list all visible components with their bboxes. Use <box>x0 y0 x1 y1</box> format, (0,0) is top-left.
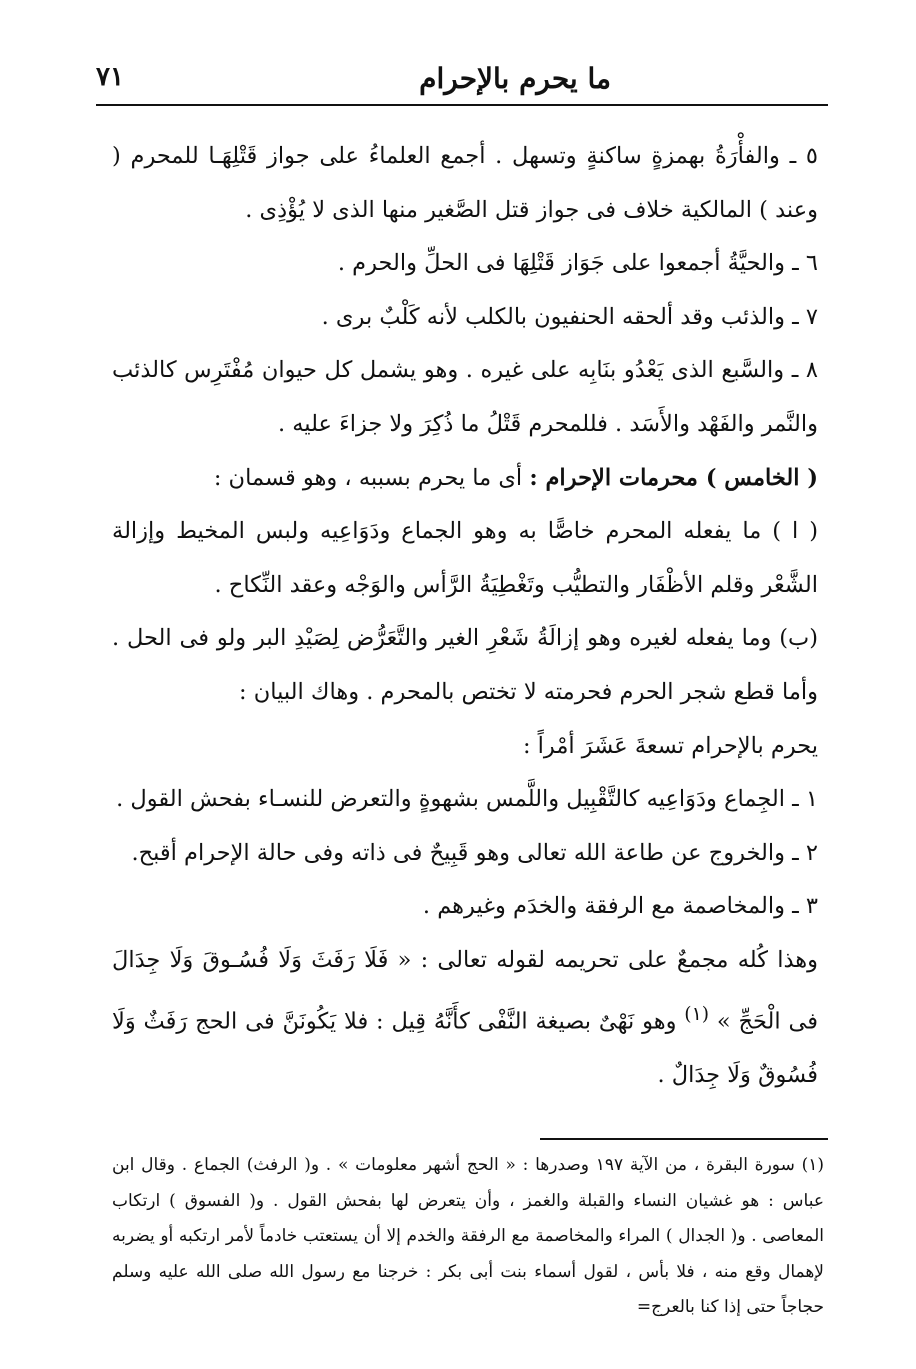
paragraph-item-6: ٦ ـ والحيَّةُ أجمعوا على جَوَاز قَتْلِهَا فى الحلِّ والحرم . <box>337 250 818 277</box>
footnote-1: (١) سورة البقرة ، من الآية ١٩٧ وصدرها : « الحج أشهر معلومات » . و( الرفث) الجماع . وقال ابن عباس : هو غشيان النساء والقبلة والغمز ، وأن يتعرض لها بفحش القول . و( الفسوق ) ارتكاب المعاصى . و( الجدال ) المراء والمخاصمة مع الرفقة والخدم إلا أن يستعتب خادماً لأمر ارتكبه أو يضربه لإهمال وقع منه ، فلا بأس ، لقول أسماء بنت أبى بكر : خرجنا مع رسول الله صلى الله عليه وسلم حجاجاً حتى إذا كنا بالعرج= <box>112 1155 824 1318</box>
prohibition-item-1: ١ ـ الجِماع ودَوَاعِيه كالتَّقْبِيل واللَّمس بشهوةٍ والتعرض للنسـاء بفحش القول . <box>116 786 818 813</box>
section-heading-paragraph <box>112 452 818 506</box>
page-number: ٧١ <box>96 62 124 92</box>
running-header <box>96 58 826 104</box>
prohibition-item-2: ٢ ـ والخروج عن طاعة الله تعالى وهو قَبِيحٌ فى ذاته وفى حالة الإحرام أقبح. <box>131 839 818 866</box>
closing-paragraph <box>112 934 818 1102</box>
header-title: ما يحرم بالإحرام <box>419 62 611 95</box>
closing-text-end: وهو نَهْىٌ بصيغة النَّفْى كأَنَّهُ قِيل : فلا يَكُونَنَّ فى الحج رَفَثٌ وَلَا فُسُوقٌ وَلَا جِدَالٌ . <box>112 1008 818 1088</box>
paragraph-item-7: ٧ ـ والذئب وقد ألحقه الحنفيون بالكلب لأنه كَلْبٌ برى . <box>321 303 818 330</box>
footnotes <box>112 1148 824 1326</box>
main-text <box>112 130 818 1102</box>
section-heading-rest: أى ما يحرم بسببه ، وهو قسمان : <box>213 464 530 491</box>
paragraph-item-5: ٥ ـ والفأْرَةُ بهمزةٍ ساكنةٍ وتسهل . أجمع العلماءُ على جواز قَتْلِهَـا للمحرم ( وعند ) المالكية خلاف فى جواز قتل الصَّغير منها الذى لا يُؤْذِى . <box>112 143 818 223</box>
paragraph-item-8: ٨ ـ والسَّبع الذى يَعْدُو بنَابِه على غيره . وهو يشمل كل حيوان مُفْتَرِس كالذئب والنَّمر والفَهْد والأَسَد . فللمحرم قَتْلُ ما ذُكِرَ ولا جزاءَ عليه . <box>112 357 818 437</box>
footnote-rule <box>540 1138 828 1140</box>
header-rule <box>96 104 828 106</box>
closing-text-start: وهذا كُله مجمعٌ على تحريمه لقوله تعالى : « فَلَا رَفَثَ وَلَا فُسُـوقَ وَلَا جِدَالَ فى الْحَجِّ » <box>112 946 819 1034</box>
prohibition-item-3: ٣ ـ والمخاصمة مع الرفقة والخدَم وغيرهم . <box>422 893 818 920</box>
paragraph-a: ( ا ) ما يفعله المحرم خاصًّا به وهو الجماع ودَوَاعِيه ولبس المخيط وإزالة الشَّعْر وقلم الأظْفَار والتطيُّب وتَغْطِيَةُ الرَّأس والوَجْه وعقد النِّكاح . <box>112 518 818 598</box>
paragraph-nineteen: يحرم بالإحرام تسعةَ عَشَرَ أمْراً : <box>522 732 818 759</box>
paragraph-b: (ب) وما يفعله لغيره وهو إزالَةُ شَعْرِ الغير والتَّعَرُّض لِصَيْدِ البر ولو فى الحل . وأما قطع شجر الحرم فحرمته لا تختص بالمحرم . وهاك البيان : <box>112 625 818 705</box>
section-heading: ( الخامس ) محرمات الإحرام : <box>529 464 818 491</box>
footnote-marker: (١) <box>684 1003 710 1025</box>
